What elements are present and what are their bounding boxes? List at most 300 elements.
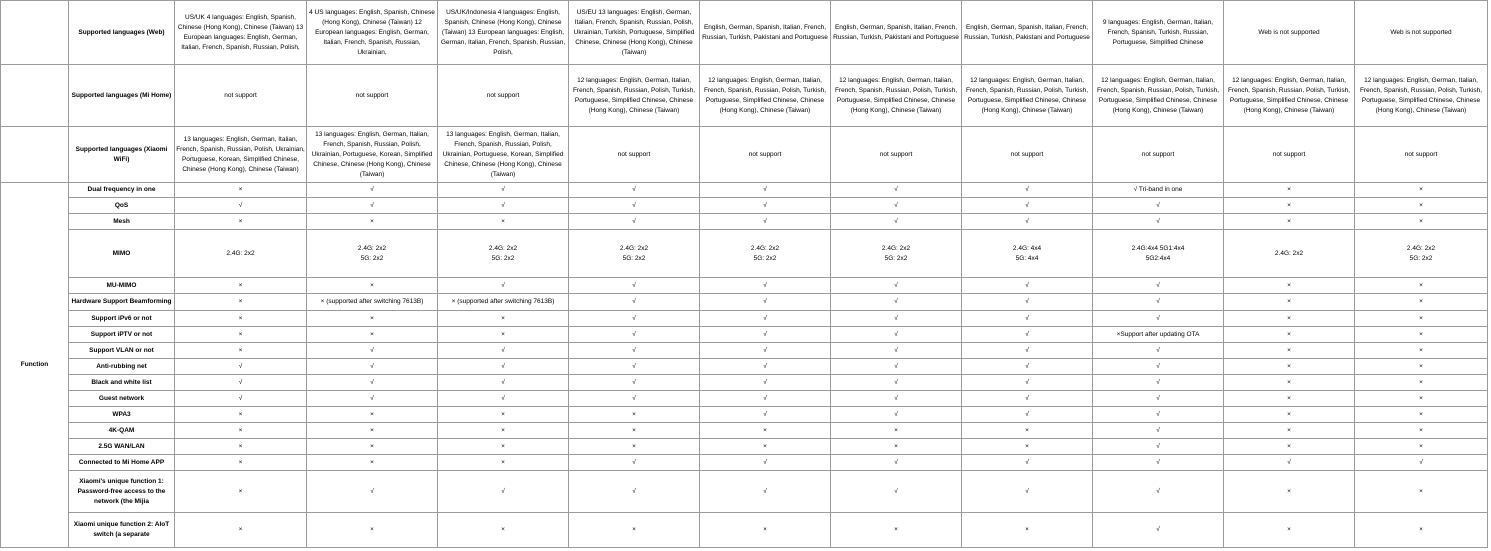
table-cell[interactable] — [962, 294, 1093, 311]
table-cell[interactable] — [175, 439, 307, 455]
table-cell[interactable] — [307, 471, 438, 513]
cell-value: 12 languages: English, German, Italian, French, Spanish, Russian, Polish, Turkish, Portuguese, Simplified Chinese, Chinese (Hong Kong), Chinese (Taiwan) — [834, 76, 958, 114]
cell-value: √ — [894, 487, 898, 495]
table-cell[interactable] — [438, 198, 569, 214]
cell-value: 13 languages: English, German, Italian, French, Spanish, Russian, Polish, Ukrainian, Portuguese, Korean, Simplified Chinese, Chinese (Hong Kong), Chinese (Taiwan) — [442, 130, 564, 178]
table-cell[interactable] — [1224, 391, 1355, 407]
table-cell[interactable] — [175, 471, 307, 513]
table-row — [1, 1, 1488, 65]
table-cell[interactable] — [831, 311, 962, 327]
cell-value: × — [1287, 281, 1291, 289]
cell-value: √ — [894, 330, 898, 338]
table-cell[interactable] — [307, 278, 438, 294]
table-cell[interactable] — [831, 327, 962, 343]
table-cell[interactable] — [1224, 455, 1355, 471]
table-cell[interactable] — [175, 1, 307, 65]
table-cell[interactable] — [1224, 278, 1355, 294]
table-cell[interactable] — [1093, 513, 1224, 548]
table-cell[interactable] — [569, 439, 700, 455]
table-cell[interactable] — [1355, 1, 1488, 65]
row-header-text: Xiaomi unique function 2: AIoT switch (a separate — [73, 521, 170, 538]
table-cell[interactable] — [175, 359, 307, 375]
table-cell[interactable] — [569, 65, 700, 127]
table-cell[interactable] — [962, 230, 1093, 278]
table-cell[interactable] — [1093, 407, 1224, 423]
table-cell[interactable] — [175, 214, 307, 230]
table-cell[interactable] — [438, 375, 569, 391]
table-cell[interactable] — [700, 198, 831, 214]
table-cell[interactable] — [700, 65, 831, 127]
row-header-text: Guest network — [98, 394, 145, 402]
table-cell[interactable] — [1093, 65, 1224, 127]
row-header[interactable] — [69, 127, 175, 183]
table-cell[interactable] — [831, 127, 962, 183]
table-cell[interactable] — [1093, 214, 1224, 230]
row-header[interactable] — [69, 471, 175, 513]
table-cell[interactable] — [700, 1, 831, 65]
table-cell[interactable] — [569, 407, 700, 423]
table-cell[interactable] — [175, 127, 307, 183]
row-header[interactable] — [69, 423, 175, 439]
table-cell[interactable] — [1093, 471, 1224, 513]
table-cell[interactable] — [700, 375, 831, 391]
row-header[interactable] — [69, 513, 175, 548]
table-cell[interactable] — [1224, 513, 1355, 548]
table-cell[interactable] — [831, 439, 962, 455]
cell-value: 4 US languages: English, Spanish, Chinese (Hong Kong), Chinese (Taiwan) 12 European languages: English, German, Italian, French, Spanish, Russian, Ukrainian, — [309, 8, 435, 56]
table-cell[interactable] — [1093, 230, 1224, 278]
table-cell[interactable] — [962, 278, 1093, 294]
table-cell[interactable] — [962, 311, 1093, 327]
table-cell[interactable] — [1224, 230, 1355, 278]
table-cell[interactable] — [700, 311, 831, 327]
cell-value: × — [1419, 217, 1423, 225]
table-cell[interactable] — [438, 127, 569, 183]
table-cell[interactable] — [438, 359, 569, 375]
table-cell[interactable] — [175, 391, 307, 407]
cell-value: × — [1287, 442, 1291, 450]
cell-value: × — [1419, 201, 1423, 209]
table-cell[interactable] — [307, 311, 438, 327]
table-cell[interactable] — [175, 183, 307, 198]
table-cell[interactable] — [700, 343, 831, 359]
table-row — [1, 230, 1488, 278]
table-cell[interactable] — [438, 278, 569, 294]
table-cell[interactable] — [569, 278, 700, 294]
table-cell[interactable] — [307, 1, 438, 65]
table-cell[interactable] — [1355, 375, 1488, 391]
table-cell[interactable] — [1355, 513, 1488, 548]
cell-value: US/EU 13 languages: English, German, Italian, French, Spanish, Russian, Polish, Ukrainian, Turkish, Portuguese, Simplified Chinese, Chinese (Hong Kong), Chinese (Taiwan) — [573, 8, 695, 56]
row-header[interactable] — [69, 230, 175, 278]
table-cell[interactable] — [1355, 294, 1488, 311]
table-cell[interactable] — [962, 214, 1093, 230]
table-cell[interactable] — [175, 198, 307, 214]
cell-value: US/UK 4 languages: English, Spanish, Chinese (Hong Kong), Chinese (Taiwan) 13 European languages: English, German, Italian, French, Spanish, Russian, Polish, — [177, 13, 304, 51]
cell-value: √ — [894, 298, 898, 305]
table-cell[interactable] — [700, 391, 831, 407]
table-cell[interactable] — [438, 423, 569, 439]
table-cell[interactable] — [700, 183, 831, 198]
table-cell[interactable] — [175, 294, 307, 311]
table-cell[interactable] — [1093, 127, 1224, 183]
cell-value: 2.4G: 2x2 — [1274, 249, 1304, 257]
table-cell[interactable] — [438, 513, 569, 548]
table-cell[interactable] — [175, 311, 307, 327]
table-cell[interactable] — [307, 65, 438, 127]
row-header[interactable] — [69, 198, 175, 214]
table-cell[interactable] — [175, 423, 307, 439]
cell-value: × — [238, 298, 243, 305]
table-cell[interactable] — [962, 375, 1093, 391]
cell-value: √ — [1419, 458, 1423, 466]
table-cell[interactable] — [1355, 127, 1488, 183]
table-cell[interactable] — [438, 327, 569, 343]
table-cell[interactable] — [1355, 198, 1488, 214]
cell-value: √ — [1025, 394, 1029, 402]
table-cell[interactable] — [569, 311, 700, 327]
table-cell[interactable] — [1224, 198, 1355, 214]
table-cell[interactable] — [569, 214, 700, 230]
table-cell[interactable] — [307, 423, 438, 439]
table-cell[interactable] — [700, 359, 831, 375]
table-cell[interactable] — [1224, 407, 1355, 423]
table-cell[interactable] — [175, 230, 307, 278]
table-cell[interactable] — [1093, 294, 1224, 311]
row-header[interactable] — [69, 439, 175, 455]
cell-value: √ — [894, 281, 898, 289]
table-cell[interactable] — [831, 198, 962, 214]
table-cell[interactable] — [438, 391, 569, 407]
table-row — [1, 311, 1488, 327]
cell-value: × — [1419, 394, 1423, 402]
table-cell[interactable] — [962, 471, 1093, 513]
table-cell[interactable] — [1093, 423, 1224, 439]
table-cell[interactable] — [438, 455, 569, 471]
table-cell[interactable] — [1355, 343, 1488, 359]
table-cell[interactable] — [1093, 327, 1224, 343]
cell-value: × — [1287, 346, 1291, 354]
table-cell[interactable] — [569, 327, 700, 343]
cell-value: × — [1419, 526, 1423, 533]
table-cell[interactable] — [175, 375, 307, 391]
table-cell[interactable] — [1355, 391, 1488, 407]
cell-value: not support — [879, 150, 913, 158]
table-cell[interactable] — [831, 343, 962, 359]
cell-value: × — [238, 410, 243, 418]
row-header[interactable] — [69, 183, 175, 198]
cell-value: × — [501, 217, 505, 225]
cell-value: × — [238, 426, 243, 434]
cell-value: √ — [1025, 314, 1029, 322]
table-cell[interactable] — [831, 391, 962, 407]
table-cell[interactable] — [1224, 65, 1355, 127]
row-header[interactable] — [69, 1, 175, 65]
cell-value: 2.4G: 2x2 5G: 2x2 — [881, 244, 911, 262]
table-cell[interactable] — [1355, 278, 1488, 294]
table-cell[interactable] — [831, 455, 962, 471]
table-cell[interactable] — [700, 127, 831, 183]
table-cell[interactable] — [831, 1, 962, 65]
table-cell[interactable] — [1093, 311, 1224, 327]
table-cell[interactable] — [962, 423, 1093, 439]
table-cell[interactable] — [307, 375, 438, 391]
cell-value: √ — [1025, 201, 1029, 209]
table-cell[interactable] — [700, 327, 831, 343]
table-cell[interactable] — [175, 327, 307, 343]
group-cell-empty[interactable] — [1, 65, 69, 127]
table-cell[interactable] — [438, 65, 569, 127]
table-cell[interactable] — [1093, 343, 1224, 359]
table-cell[interactable] — [831, 407, 962, 423]
cell-value: √ — [501, 346, 505, 354]
table-cell[interactable] — [962, 327, 1093, 343]
table-cell[interactable] — [831, 183, 962, 198]
cell-value: √ — [763, 314, 767, 322]
table-cell[interactable] — [1093, 439, 1224, 455]
table-cell[interactable] — [569, 127, 700, 183]
row-header[interactable] — [69, 375, 175, 391]
row-header[interactable] — [69, 278, 175, 294]
table-cell[interactable] — [831, 214, 962, 230]
table-cell[interactable] — [1093, 183, 1224, 198]
table-cell[interactable] — [962, 407, 1093, 423]
cell-value: √ — [632, 281, 636, 289]
cell-value: × — [1419, 487, 1423, 495]
cell-value: × — [1419, 362, 1423, 370]
table-cell[interactable] — [307, 230, 438, 278]
table-cell[interactable] — [1224, 127, 1355, 183]
table-cell[interactable] — [962, 359, 1093, 375]
table-row — [1, 407, 1488, 423]
table-cell[interactable] — [307, 407, 438, 423]
table-cell[interactable] — [438, 407, 569, 423]
table-cell[interactable] — [1355, 65, 1488, 127]
table-cell[interactable] — [307, 343, 438, 359]
table-cell[interactable] — [1093, 455, 1224, 471]
table-cell[interactable] — [962, 513, 1093, 548]
table-row — [1, 455, 1488, 471]
cell-value: √ — [370, 362, 374, 370]
function-group-label[interactable]: Function — [1, 183, 69, 548]
table-cell[interactable] — [569, 1, 700, 65]
row-header[interactable] — [69, 343, 175, 359]
table-cell[interactable] — [307, 513, 438, 548]
table-cell[interactable] — [569, 471, 700, 513]
table-cell[interactable] — [438, 311, 569, 327]
cell-value: × — [238, 346, 243, 354]
table-cell[interactable] — [307, 391, 438, 407]
table-cell[interactable] — [1355, 311, 1488, 327]
cell-value: × (supported after switching 7613B) — [320, 298, 424, 305]
cell-value: √ — [632, 217, 636, 225]
table-cell[interactable] — [1224, 327, 1355, 343]
row-header[interactable] — [69, 359, 175, 375]
table-cell[interactable] — [1355, 455, 1488, 471]
table-cell[interactable] — [175, 513, 307, 548]
table-cell[interactable] — [1224, 183, 1355, 198]
table-cell[interactable] — [307, 198, 438, 214]
table-cell[interactable] — [700, 214, 831, 230]
cell-value: × — [763, 426, 767, 434]
table-cell[interactable] — [1355, 407, 1488, 423]
table-cell[interactable] — [1224, 375, 1355, 391]
table-cell[interactable] — [1355, 359, 1488, 375]
table-cell[interactable] — [962, 391, 1093, 407]
table-cell[interactable] — [438, 214, 569, 230]
table-cell[interactable] — [569, 513, 700, 548]
table-cell[interactable] — [307, 214, 438, 230]
table-cell[interactable] — [831, 230, 962, 278]
cell-value: √ — [370, 394, 374, 402]
table-cell[interactable] — [700, 230, 831, 278]
table-cell[interactable] — [700, 471, 831, 513]
table-cell[interactable] — [831, 278, 962, 294]
cell-value: √ — [370, 346, 374, 354]
cell-value: × (supported after switching 7613B) — [451, 298, 555, 305]
table-cell[interactable] — [1355, 214, 1488, 230]
cell-value: √ — [1156, 394, 1160, 402]
table-cell[interactable] — [700, 278, 831, 294]
row-header[interactable] — [69, 407, 175, 423]
table-cell[interactable] — [438, 471, 569, 513]
cell-value: English, German, Spanish, Italian, French, Russian, Turkish, Pakistani and Portuguese — [964, 23, 1090, 41]
table-cell[interactable] — [1224, 359, 1355, 375]
table-cell[interactable] — [962, 198, 1093, 214]
cell-value: 12 languages: English, German, Italian, French, Spanish, Russian, Polish, Turkish, Portuguese, Simplified Chinese, Chinese (Hong Kong), Chinese (Taiwan) — [1227, 76, 1351, 114]
table-cell[interactable] — [1224, 294, 1355, 311]
table-cell[interactable] — [1224, 1, 1355, 65]
table-cell[interactable] — [1093, 278, 1224, 294]
table-cell[interactable] — [175, 407, 307, 423]
cell-value: × — [1419, 330, 1423, 338]
table-cell[interactable] — [700, 513, 831, 548]
table-cell[interactable] — [569, 198, 700, 214]
table-cell[interactable] — [569, 183, 700, 198]
table-cell[interactable] — [438, 183, 569, 198]
table-cell[interactable] — [438, 343, 569, 359]
table-cell[interactable] — [438, 1, 569, 65]
table-cell[interactable] — [962, 183, 1093, 198]
group-cell-empty[interactable] — [1, 127, 69, 183]
table-cell[interactable] — [831, 294, 962, 311]
row-header[interactable] — [69, 455, 175, 471]
table-cell[interactable] — [175, 278, 307, 294]
table-cell[interactable] — [1224, 343, 1355, 359]
table-cell[interactable] — [1093, 391, 1224, 407]
row-header[interactable] — [69, 65, 175, 127]
table-cell[interactable] — [569, 375, 700, 391]
table-cell[interactable] — [1224, 439, 1355, 455]
table-cell[interactable] — [569, 455, 700, 471]
table-cell[interactable] — [438, 230, 569, 278]
table-cell[interactable] — [1355, 439, 1488, 455]
cell-value: × — [763, 526, 767, 533]
group-cell-empty[interactable] — [1, 1, 69, 65]
table-cell[interactable] — [700, 407, 831, 423]
row-header[interactable] — [69, 214, 175, 230]
table-cell[interactable] — [700, 455, 831, 471]
table-cell[interactable] — [831, 375, 962, 391]
cell-value: × — [370, 442, 374, 450]
cell-value: × — [1419, 298, 1423, 305]
cell-value: √ — [894, 378, 898, 386]
cell-value: × — [370, 458, 374, 466]
cell-value: 2.4G: 2x2 5G: 2x2 — [750, 244, 780, 262]
cell-value: √ — [894, 362, 898, 370]
table-cell[interactable] — [831, 471, 962, 513]
table-cell[interactable] — [831, 359, 962, 375]
table-cell[interactable] — [962, 455, 1093, 471]
table-cell[interactable] — [307, 183, 438, 198]
table-cell[interactable] — [1355, 230, 1488, 278]
table-cell[interactable] — [307, 455, 438, 471]
table-cell[interactable] — [831, 513, 962, 548]
table-cell[interactable] — [438, 439, 569, 455]
table-cell[interactable] — [700, 439, 831, 455]
table-cell[interactable] — [307, 294, 438, 311]
cell-value: √ — [1156, 346, 1160, 354]
table-cell[interactable] — [175, 343, 307, 359]
table-cell[interactable] — [1355, 327, 1488, 343]
cell-value: √ — [501, 362, 505, 370]
row-header[interactable] — [69, 391, 175, 407]
row-header[interactable] — [69, 327, 175, 343]
table-cell[interactable] — [700, 423, 831, 439]
table-cell[interactable] — [1093, 359, 1224, 375]
cell-value: √ — [1156, 458, 1160, 466]
table-cell[interactable] — [569, 230, 700, 278]
table-cell[interactable] — [1093, 375, 1224, 391]
cell-value: 2.4G:4x4 5G1:4x4 5G2:4x4 — [1131, 244, 1185, 262]
cell-value: × — [238, 487, 243, 495]
table-cell[interactable] — [307, 327, 438, 343]
table-cell[interactable] — [569, 359, 700, 375]
table-cell[interactable] — [569, 294, 700, 311]
table-cell[interactable] — [1224, 423, 1355, 439]
table-cell[interactable] — [307, 439, 438, 455]
table-cell[interactable] — [962, 65, 1093, 127]
table-cell[interactable] — [1355, 471, 1488, 513]
table-cell[interactable] — [1093, 1, 1224, 65]
table-cell[interactable] — [1224, 214, 1355, 230]
table-cell[interactable] — [831, 65, 962, 127]
table-cell[interactable] — [962, 439, 1093, 455]
table-cell[interactable] — [569, 343, 700, 359]
table-cell[interactable] — [438, 294, 569, 311]
table-cell[interactable] — [1355, 183, 1488, 198]
table-cell[interactable] — [1093, 198, 1224, 214]
table-cell[interactable] — [700, 294, 831, 311]
cell-value: √ — [1025, 217, 1029, 225]
table-cell[interactable] — [307, 359, 438, 375]
table-cell[interactable] — [307, 127, 438, 183]
table-cell[interactable] — [569, 423, 700, 439]
row-header[interactable] — [69, 311, 175, 327]
row-header[interactable] — [69, 294, 175, 311]
table-cell[interactable] — [175, 65, 307, 127]
table-cell[interactable] — [962, 1, 1093, 65]
table-cell[interactable] — [175, 455, 307, 471]
table-cell[interactable] — [1224, 311, 1355, 327]
table-cell[interactable] — [962, 343, 1093, 359]
table-cell[interactable] — [1224, 471, 1355, 513]
table-cell[interactable] — [1355, 423, 1488, 439]
table-cell[interactable] — [962, 127, 1093, 183]
table-cell[interactable] — [831, 423, 962, 439]
table-cell[interactable] — [569, 391, 700, 407]
cell-value: 12 languages: English, German, Italian, French, Spanish, Russian, Polish, Turkish, Portuguese, Simplified Chinese, Chinese (Hong Kong), Chinese (Taiwan) — [703, 76, 827, 114]
